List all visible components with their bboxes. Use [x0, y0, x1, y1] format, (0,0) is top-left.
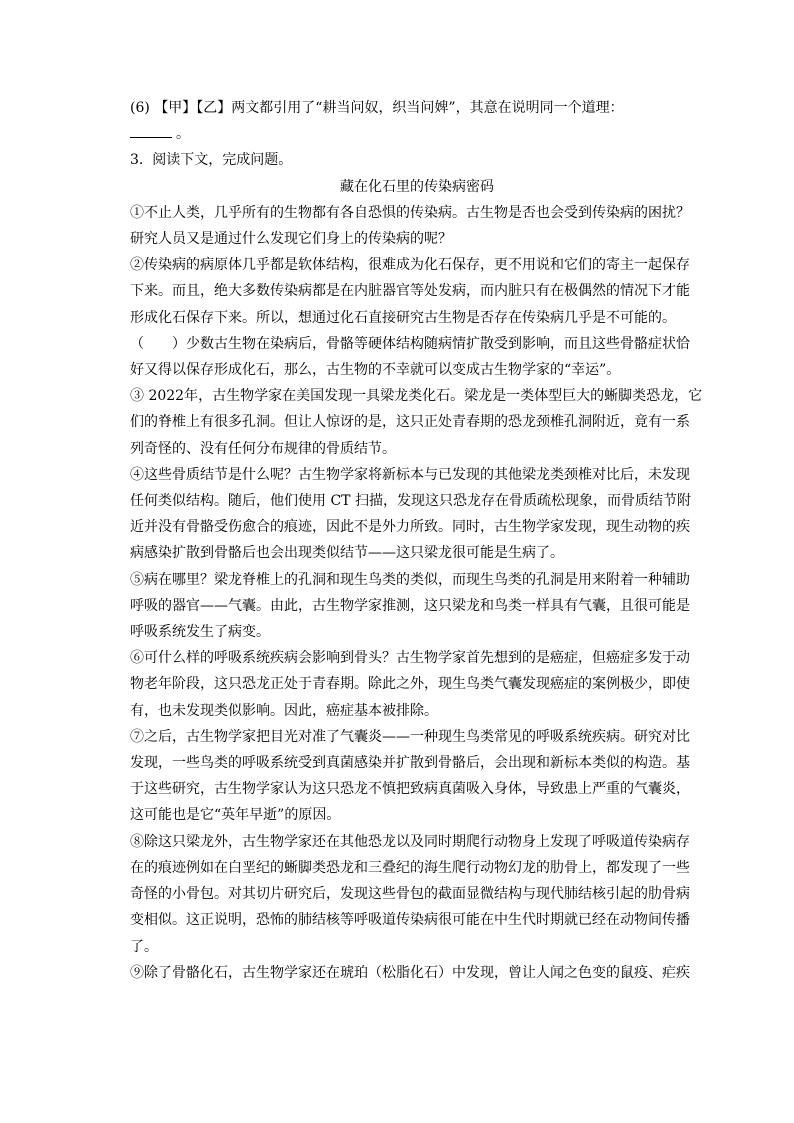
paragraph-line: ②传染病的病原体几乎都是软体结构，很难成为化石保存，更不用说和它们的寄主一起保存	[130, 257, 690, 274]
article-paragraph	[130, 567, 690, 646]
article-paragraph	[130, 331, 690, 383]
paragraph-line: 呼吸的器官——气囊。由此，古生物学家推测，这只梁龙和鸟类一样具有气囊，且很可能是	[130, 597, 690, 614]
paragraph-line: 了。	[130, 938, 158, 955]
article-paragraph	[130, 252, 690, 331]
question-3-number: 3.	[130, 152, 144, 169]
paragraph-line: ⑥可什么样的呼吸系统疾病会影响到骨头？古生物学家首先想到的是癌症，但癌症多发于动	[130, 650, 690, 667]
paragraph-line: 物老年阶段，这只恐龙正处于青春期。除此之外，现生鸟类气囊发现癌症的案例极少，即使	[130, 676, 690, 693]
answer-blank[interactable]	[130, 122, 172, 138]
article-paragraph	[130, 829, 690, 960]
question-6-end: 。	[176, 126, 190, 143]
paragraph-line: 呼吸系统发生了病变。	[130, 624, 270, 641]
question-3-heading	[130, 147, 690, 173]
question-3-instruction: 阅读下文，完成问题。	[152, 152, 293, 169]
paragraph-line: ⑨除了骨骼化石，古生物学家还在琥珀（松脂化石）中发现，曾让人闻之色变的鼠疫、疟疾	[130, 964, 690, 981]
paragraph-line: 列奇怪的、没有任何分布规律的骨质结节。	[130, 440, 396, 457]
paragraph-line: ⑤病在哪里？梁龙脊椎上的孔洞和现生鸟类的类似，而现生鸟类的孔洞是用来附着一种辅助	[130, 571, 690, 588]
article-paragraph	[130, 462, 690, 567]
paragraph-line: 们的脊椎上有很多孔洞。但让人惊讶的是，这只正处青春期的恐龙颈椎孔洞附近，竟有一系	[130, 414, 690, 431]
article-paragraph	[130, 383, 703, 462]
article-paragraph	[130, 960, 690, 986]
paragraph-line: 病感染扩散到骨骼后也会出现类似结节——这只梁龙很可能是生病了。	[130, 545, 564, 562]
paragraph-line: ③ 2022年，古生物学家在美国发现一具梁龙类化石。梁龙是一类体型巨大的蜥脚类恐龙，它	[130, 388, 703, 405]
document-page	[130, 95, 703, 986]
article-paragraph	[130, 645, 690, 724]
paragraph-line: ①不止人类，几乎所有的生物都有各自恐惧的传染病。古生物是否也会受到传染病的困扰？	[130, 204, 690, 221]
paragraph-line: （ ）少数古生物在染病后，骨骼等硬体结构随病情扩散受到影响，而且这些骨骼症状恰	[130, 335, 690, 352]
article-paragraph	[130, 724, 690, 829]
paragraph-line: 任何类似结构。随后，他们使用 CT 扫描，发现这只恐龙存在骨质疏松现象，而骨质结节附	[130, 493, 691, 510]
question-6-text: (6) 【甲】【乙】两文都引用了“耕当问奴，织当问婢”，其意在说明同一个道理：	[130, 100, 624, 116]
paragraph-line: 奇怪的小骨包。对其切片研究后，发现这些骨包的截面显微结构与现代肺结核引起的肋骨病	[130, 886, 690, 903]
paragraph-line: 形成化石保存下来。所以，想通过化石直接研究古生物是否存在传染病几乎是不可能的。	[130, 309, 676, 326]
question-6-answer-line	[130, 121, 690, 147]
paragraph-line: ⑦之后，古生物学家把目光对准了气囊炎——一种现生鸟类常见的呼吸系统疾病。研究对比	[130, 728, 690, 745]
paragraph-line: ④这些骨质结节是什么呢？古生物学家将新标本与已发现的其他梁龙类颈椎对比后，未发现	[130, 466, 690, 483]
article-paragraph	[130, 200, 690, 252]
article-title: 藏在化石里的传染病密码	[340, 178, 494, 195]
paragraph-line: 于这些研究，古生物学家认为这只恐龙不慎把致病真菌吸入身体，导致患上严重的气囊炎，	[130, 781, 690, 798]
article-body	[130, 200, 703, 986]
paragraph-line: 在的痕迹例如在白垩纪的蜥脚类恐龙和三叠纪的海生爬行动物幻龙的肋骨上，都发现了一些	[130, 859, 690, 876]
paragraph-line: 发现，一些鸟类的呼吸系统受到真菌感染并扩散到骨骼后，会出现和新标本类似的构造。基	[130, 755, 690, 772]
paragraph-line: 变相似。这正说明，恐怖的肺结核等呼吸道传染病很可能在中生代时期就已经在动物间传播	[130, 912, 690, 929]
paragraph-line: 好又得以保存形成化石，那么，古生物的不幸就可以变成古生物学家的“幸运”。	[130, 362, 621, 379]
paragraph-line: 有，也未发现类似影响。因此，癌症基本被排除。	[130, 702, 438, 719]
paragraph-line: 近并没有骨骼受伤愈合的痕迹，因此不是外力所致。同时，古生物学家发现，现生动物的疾	[130, 519, 690, 536]
paragraph-line: ⑧除这只梁龙外，古生物学家还在其他恐龙以及同时期爬行动物身上发现了呼吸道传染病存	[130, 833, 690, 850]
paragraph-line: 研究人员又是通过什么发现它们身上的传染病的呢？	[130, 231, 452, 248]
paragraph-line: 下来。而且，绝大多数传染病都是在内脏器官等处发病，而内脏只有在极偶然的情况下才能	[130, 283, 690, 300]
question-6	[130, 95, 690, 121]
paragraph-line: 这可能也是它“英年早逝”的原因。	[130, 807, 341, 824]
